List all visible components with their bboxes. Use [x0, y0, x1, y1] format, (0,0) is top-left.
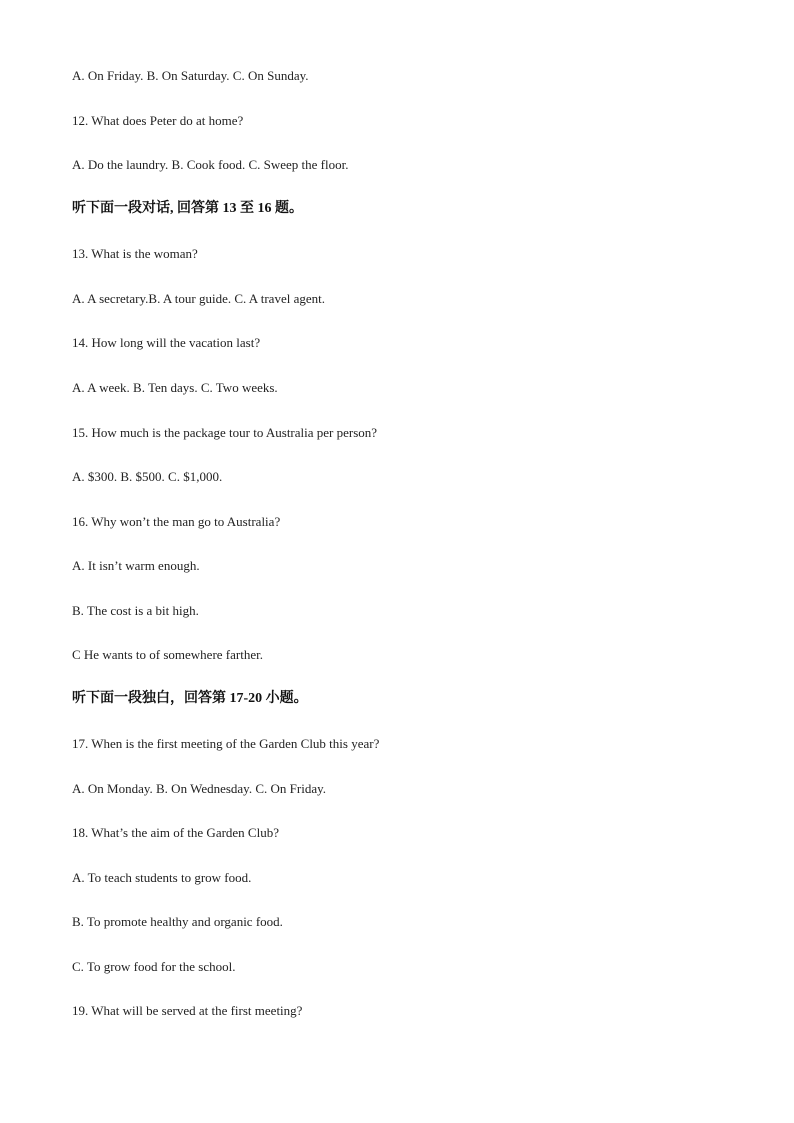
question-15: 15. How much is the package tour to Australia per person? [72, 425, 378, 440]
q16-option-b: B. The cost is a bit high. [72, 603, 199, 618]
question-12: 12. What does Peter do at home? [72, 113, 244, 128]
q14-options: A. A week. B. Ten days. C. Two weeks. [72, 380, 278, 395]
q13-options: A. A secretary.B. A tour guide. C. A travel agent. [72, 291, 325, 306]
section-heading-17-20: 听下面一段独白，回答第 17-20 小题。 [72, 691, 308, 706]
q18-option-a: A. To teach students to grow food. [72, 870, 252, 885]
q16-option-c: C He wants to of somewhere farther. [72, 647, 263, 662]
question-16: 16. Why won’t the man go to Australia? [72, 514, 281, 529]
q15-options: A. $300. B. $500. C. $1,000. [72, 469, 223, 484]
question-19: 19. What will be served at the first meeting? [72, 1003, 303, 1018]
section-heading-13-16: 听下面一段对话, 回答第 13 至 16 题。 [72, 201, 303, 216]
q17-options: A. On Monday. B. On Wednesday. C. On Friday. [72, 781, 326, 796]
q11-options: A. On Friday. B. On Saturday. C. On Sunday. [72, 68, 309, 83]
q16-option-a: A. It isn’t warm enough. [72, 558, 200, 573]
question-17: 17. When is the first meeting of the Garden Club this year? [72, 736, 380, 751]
question-14: 14. How long will the vacation last? [72, 335, 261, 350]
question-18: 18. What’s the aim of the Garden Club? [72, 825, 279, 840]
q12-options: A. Do the laundry. B. Cook food. C. Sweep the floor. [72, 157, 349, 172]
question-13: 13. What is the woman? [72, 246, 198, 261]
q18-option-b: B. To promote healthy and organic food. [72, 914, 283, 929]
q18-option-c: C. To grow food for the school. [72, 959, 236, 974]
